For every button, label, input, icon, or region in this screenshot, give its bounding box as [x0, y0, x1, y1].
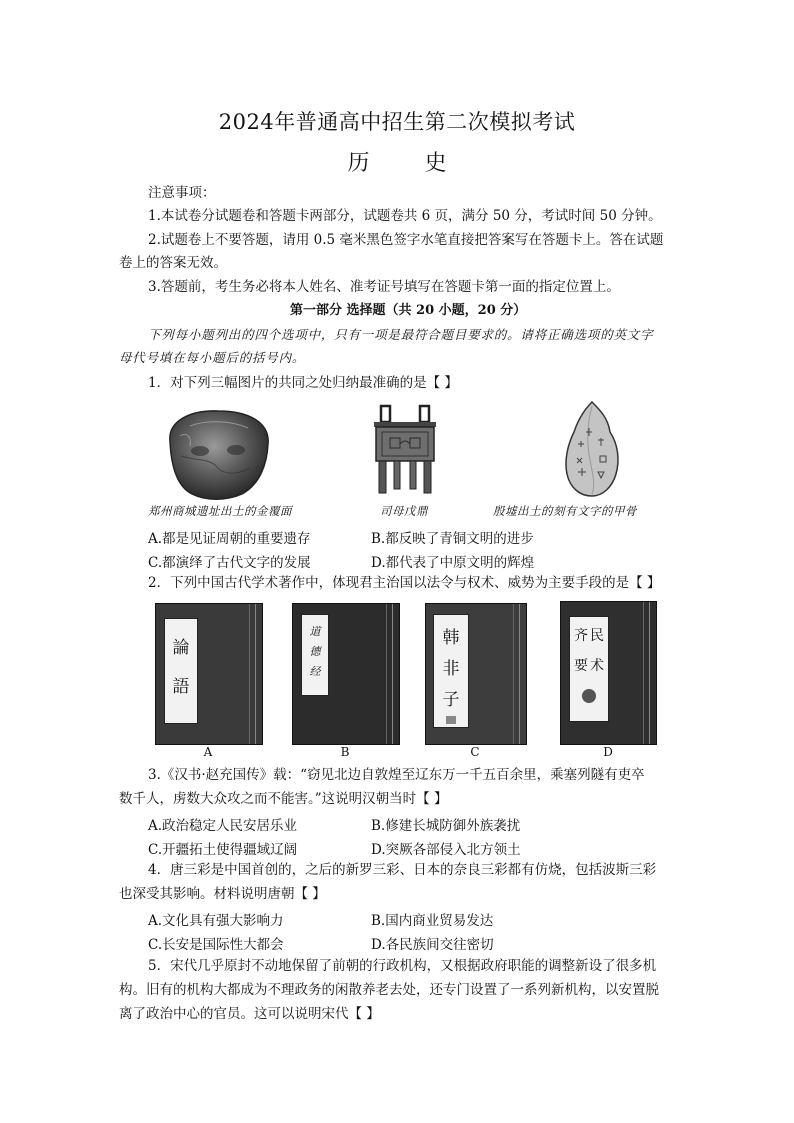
q1-option-b: B.都反映了青铜文明的进步 [371, 531, 534, 547]
book-d-char-3: 要 [574, 658, 588, 674]
q3-option-a: A.政治稳定人民安居乐业 [148, 818, 298, 834]
q1-caption-2: 司母戊鼎 [380, 504, 428, 518]
q1-caption-1: 郑州商城遗址出土的金覆面 [148, 504, 292, 518]
q4-option-d: D.各民族间交往密切 [371, 937, 494, 953]
part1-heading: 第一部分 选择题（共 20 小题，20 分） [290, 303, 527, 318]
book-b-char-2: 德 [309, 645, 321, 658]
part1-instruction-2: 母代号填在每小题后的括号内。 [119, 350, 306, 365]
q3-option-d: D.突厥各部侵入北方领土 [371, 842, 521, 858]
book-c-char-1: 韩 [442, 628, 460, 648]
book-a-image [155, 603, 263, 745]
q4-option-b: B.国内商业贸易发达 [371, 913, 494, 929]
book-b-char-3: 经 [309, 665, 321, 678]
q5-stem-1: 5．宋代几乎原封不动地保留了前朝的行政机构，又根据政府职能的调整新设了很多机 [148, 958, 657, 974]
notice-heading: 注意事项： [148, 185, 216, 201]
q3-option-b: B.修建长城防御外族袭扰 [371, 818, 521, 834]
q1-caption-3: 殷墟出土的刻有文字的甲骨 [493, 504, 637, 518]
book-a-char-2: 語 [172, 677, 190, 697]
book-d-char-2: 民 [590, 628, 604, 644]
q4-stem-1: 4．唐三彩是中国首创的，之后的新罗三彩、日本的奈良三彩都有仿烧，包括波斯三彩 [148, 862, 657, 878]
q3-option-c: C.开疆拓土使得疆域辽阔 [148, 842, 298, 858]
subject-title: 历 史 [347, 151, 471, 176]
q4-option-a: A.文化具有强大影响力 [148, 913, 284, 929]
q1-option-d: D.都代表了中原文明的辉煌 [371, 555, 535, 571]
book-d-image [560, 601, 657, 745]
book-c-label: C [470, 745, 480, 759]
notice-item-2-cont: 卷上的答案无效。 [119, 255, 227, 271]
book-b-image [292, 603, 400, 745]
q1-option-c: C.都演绎了古代文字的发展 [148, 555, 311, 571]
notice-item-2: 2.试题卷上不要答题，请用 0.5 毫米黑色签字水笔直接把答案写在答题卡上。答在试题 [148, 232, 664, 248]
book-b-char-1: 道 [309, 625, 321, 638]
book-c-image [425, 603, 527, 745]
notice-item-1: 1.本试卷分试题卷和答题卡两部分，试题卷共 6 页，满分 50 分，考试时间 50 分钟。 [148, 208, 662, 224]
book-a-label: A [203, 745, 213, 759]
q3-stem-2: 数千人，虏数大众攻之而不能害。”这说明汉朝当时【 】 [119, 791, 448, 807]
book-c-seal [446, 716, 456, 724]
q4-stem-2: 也深受其影响。材料说明唐朝【 】 [119, 886, 326, 902]
book-c-char-2: 非 [442, 659, 460, 679]
oracle-bone-image [562, 400, 622, 498]
book-d-char-1: 齐 [574, 628, 588, 644]
gold-mask-image [160, 406, 276, 502]
notice-item-3: 3.答题前，考生务必将本人姓名、准考证号填写在答题卡第一面的指定位置上。 [148, 279, 620, 295]
q2-stem: 2．下列中国古代学术著作中，体现君主治国以法令与权术、威势为主要手段的是【 】 [148, 575, 661, 591]
book-b-label: B [340, 745, 350, 759]
part1-instruction-1: 下列每小题列出的四个选项中，只有一项是最符合题目要求的。请将正确选项的英文字 [148, 327, 654, 342]
q4-option-c: C.长安是国际性大都会 [148, 937, 284, 953]
bronze-ding-image [370, 404, 440, 496]
book-d-label: D [603, 745, 613, 759]
book-a-char-1: 論 [172, 638, 190, 658]
q3-stem-1: 3.《汉书·赵充国传》载：“窃见北边自敦煌至辽东万一千五百余里，乘塞列隧有吏卒 [148, 767, 645, 783]
exam-title: 2024年普通高中招生第二次模拟考试 [218, 110, 576, 134]
book-c-char-3: 子 [442, 690, 460, 710]
q1-stem: 1．对下列三幅图片的共同之处归纳最准确的是【 】 [148, 375, 458, 391]
book-d-char-4: 术 [590, 658, 604, 674]
q5-stem-2: 构。旧有的机构大都成为不理政务的闲散养老去处，还专门设置了一系列新机构，以安置脱 [119, 982, 659, 998]
q5-stem-3: 离了政治中心的官员。这可以说明宋代【 】 [119, 1006, 380, 1022]
book-d-seal [582, 689, 596, 703]
q1-option-a: A.都是见证周朝的重要遗存 [148, 531, 311, 547]
